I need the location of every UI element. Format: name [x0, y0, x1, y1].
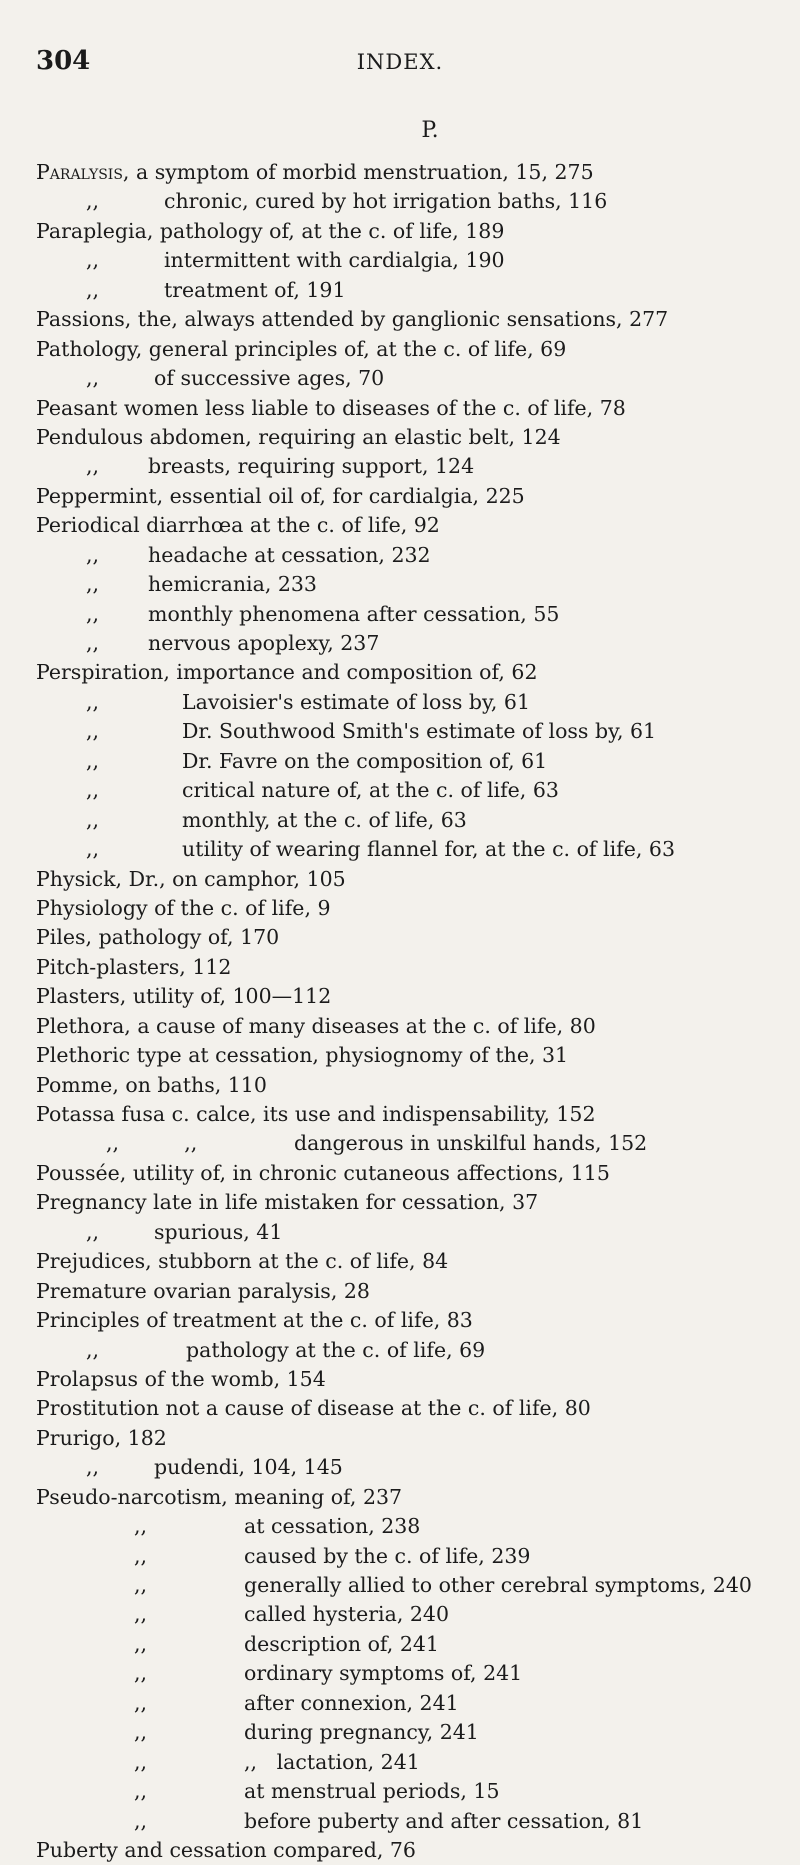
- index-subentry-text: hemicrania, 233: [148, 572, 317, 597]
- index-entry: [36, 1306, 776, 1335]
- index-entry: [36, 1100, 776, 1129]
- index-entry: [36, 570, 776, 599]
- ditto-mark: ,,: [134, 1661, 148, 1686]
- ditto-mark: ,,: [86, 631, 100, 655]
- index-subentry-text: breasts, requiring support, 124: [148, 454, 475, 479]
- index-entry-text: Pseudo-narcotism, meaning of, 237: [36, 1484, 403, 1509]
- index-entry: [36, 1777, 776, 1806]
- index-entry-text: Pregnancy late in life mistaken for cessation, 37: [36, 1190, 539, 1215]
- index-entry-text: Premature ovarian paralysis, 28: [36, 1278, 370, 1303]
- index-entry: [36, 1718, 776, 1747]
- ditto-mark: ,, ,,: [106, 1131, 198, 1156]
- index-entry-text: Peppermint, essential oil of, for cardialgia, 225: [36, 483, 525, 508]
- index-entry: [36, 1159, 776, 1188]
- ditto-mark: ,,: [134, 1690, 148, 1715]
- index-subentry-text: dangerous in unskilful hands, 152: [294, 1131, 648, 1156]
- ditto-mark: ,,: [86, 454, 100, 479]
- index-entry: [36, 1807, 776, 1836]
- ditto-mark: ,,: [86, 1219, 100, 1244]
- index-subentry-text: called hysteria, 240: [244, 1602, 449, 1627]
- index-subentry-text: pathology at the c. of life, 69: [186, 1337, 486, 1362]
- ditto-mark: ,,: [86, 572, 100, 597]
- index-entry: [36, 217, 776, 246]
- index-entry: [36, 335, 776, 364]
- index-entry-text: Potassa fusa c. calce, its use and indispensability, 152: [36, 1102, 596, 1126]
- index-entry: [36, 1424, 776, 1453]
- index-subentry-text: monthly phenomena after cessation, 55: [148, 601, 560, 626]
- index-entry: [36, 776, 776, 805]
- index-subentry-text: generally allied to other cerebral symptoms, 240: [244, 1573, 752, 1597]
- index-subentry-text: at cessation, 238: [244, 1514, 421, 1539]
- index-entry: [36, 1071, 776, 1100]
- ditto-mark: ,,: [86, 366, 100, 391]
- page-number: 304: [36, 46, 91, 76]
- index-entry: [36, 276, 776, 305]
- index-entry: [36, 1748, 776, 1777]
- index-entry-text: Pathology, general principles of, at the c. of life, 69: [36, 336, 567, 361]
- index-subentry-text: monthly, at the c. of life, 63: [182, 807, 467, 832]
- index-entry-text: Prolapsus of the womb, 154: [36, 1366, 326, 1391]
- index-subentry-text: treatment of, 191: [164, 277, 346, 302]
- index-entry-text: Paralysis, a symptom of morbid menstruation, 15, 275: [36, 160, 594, 184]
- index-entry: [36, 982, 776, 1011]
- ditto-mark: ,,: [134, 1514, 148, 1539]
- ditto-mark: ,,: [86, 689, 100, 714]
- index-subentry-text: ordinary symptoms of, 241: [244, 1661, 523, 1686]
- index-entry: [36, 1630, 776, 1659]
- ditto-mark: ,,: [86, 778, 100, 803]
- index-entry: [36, 835, 776, 864]
- index-entry: [36, 629, 776, 658]
- index-entry-text: Prejudices, stubborn at the c. of life, 84: [36, 1249, 449, 1274]
- index-entry: [36, 158, 776, 187]
- index-subentry-text: during pregnancy, 241: [244, 1720, 479, 1745]
- index-subentry-text: critical nature of, at the c. of life, 63: [182, 778, 559, 803]
- ditto-mark: ,,: [86, 248, 100, 273]
- index-subentry-text: pudendi, 104, 145: [154, 1455, 343, 1480]
- index-entry: [36, 688, 776, 717]
- ditto-mark: ,,: [134, 1720, 148, 1745]
- ditto-mark: ,,: [134, 1573, 148, 1597]
- index-entry: [36, 1659, 776, 1688]
- index-entry: [36, 541, 776, 570]
- section-letter: P.: [421, 118, 439, 143]
- index-entry-text: Principles of treatment at the c. of life, 83: [36, 1308, 473, 1333]
- index-entry-text: Physiology of the c. of life, 9: [36, 895, 331, 920]
- ditto-mark: ,,: [86, 542, 100, 567]
- index-entry: [36, 806, 776, 835]
- index-entry: [36, 511, 776, 540]
- index-subentry-text: Lavoisier's estimate of loss by, 61: [182, 689, 530, 714]
- index-entry: [36, 1836, 776, 1865]
- ditto-mark: ,,: [134, 1749, 148, 1774]
- index-entry-text: Plethora, a cause of many diseases at the c. of life, 80: [36, 1013, 596, 1038]
- index-entry: [36, 953, 776, 982]
- index-subentry-text: before puberty and after cessation, 81: [244, 1808, 644, 1833]
- index-entry-text: Pomme, on baths, 110: [36, 1072, 267, 1097]
- index-entry: [36, 1277, 776, 1306]
- index-entry: [36, 1218, 776, 1247]
- ditto-mark: ,,: [86, 601, 100, 626]
- index-entry: [36, 1483, 776, 1512]
- index-subentry-text: of successive ages, 70: [154, 366, 385, 391]
- index-entry-text: Pitch-plasters, 112: [36, 954, 232, 979]
- ditto-mark: ,,: [134, 1631, 148, 1656]
- ditto-mark: ,,: [134, 1779, 148, 1804]
- index-subentry-text: chronic, cured by hot irrigation baths, 116: [164, 189, 608, 214]
- index-entry: [36, 1512, 776, 1541]
- ditto-mark: ,,: [86, 807, 100, 832]
- index-entry-text: Plethoric type at cessation, physiognomy of the, 31: [36, 1043, 569, 1068]
- index-subentry-text: headache at cessation, 232: [148, 542, 431, 567]
- index-entry-text: Poussée, utility of, in chronic cutaneous affections, 115: [36, 1160, 610, 1185]
- ditto-mark: ,,: [86, 189, 100, 214]
- index-subentry-text: Dr. Southwood Smith's estimate of loss by, 61: [182, 719, 657, 744]
- index-entry-text: Periodical diarrhœa at the c. of life, 92: [36, 513, 440, 538]
- index-entry: [36, 246, 776, 275]
- index-subentry-text: at menstrual periods, 15: [244, 1779, 500, 1804]
- page-header: [36, 46, 764, 80]
- index-entry: [36, 747, 776, 776]
- index-entry: [36, 423, 776, 452]
- index-entry: [36, 1600, 776, 1629]
- index-entry-text: Puberty and cessation compared, 76: [36, 1837, 416, 1862]
- index-subentry-text: ,, lactation, 241: [244, 1749, 420, 1774]
- index-entry: [36, 305, 776, 334]
- index-entry-text: Plasters, utility of, 100—112: [36, 984, 332, 1009]
- ditto-mark: ,,: [86, 277, 100, 302]
- index-entry: [36, 894, 776, 923]
- index-entry: [36, 600, 776, 629]
- index-subentry-text: utility of wearing flannel for, at the c. of life, 63: [182, 837, 675, 862]
- index-subentry-text: intermittent with cardialgia, 190: [164, 248, 505, 273]
- index-entry: [36, 923, 776, 952]
- index-entry: [36, 1041, 776, 1070]
- index-entry: [36, 1689, 776, 1718]
- index-entry: [36, 1394, 776, 1423]
- index-entry-text: Pendulous abdomen, requiring an elastic belt, 124: [36, 424, 561, 449]
- index-entry: [36, 658, 776, 687]
- index-entry-text: Peasant women less liable to diseases of the c. of life, 78: [36, 395, 626, 420]
- index-entry: [36, 865, 776, 894]
- index-subentry-text: description of, 241: [244, 1631, 439, 1656]
- index-entry-text: Passions, the, always attended by ganglionic sensations, 277: [36, 307, 669, 332]
- index-entry-text: Paraplegia, pathology of, at the c. of life, 189: [36, 218, 505, 243]
- running-head: INDEX.: [356, 50, 444, 74]
- index-subentry-text: after connexion, 241: [244, 1690, 459, 1715]
- index-entry: [36, 1542, 776, 1571]
- index-entry: [36, 1365, 776, 1394]
- index-entries: [36, 158, 776, 1865]
- index-subentry-text: Dr. Favre on the composition of, 61: [182, 748, 548, 773]
- index-entry: [36, 1571, 776, 1600]
- ditto-mark: ,,: [134, 1543, 148, 1568]
- index-subentry-text: nervous apoplexy, 237: [148, 631, 380, 655]
- index-entry: [36, 187, 776, 216]
- ditto-mark: ,,: [86, 1337, 100, 1362]
- ditto-mark: ,,: [86, 1455, 100, 1480]
- index-entry: [36, 1129, 776, 1158]
- ditto-mark: ,,: [86, 837, 100, 862]
- index-entry: [36, 717, 776, 746]
- ditto-mark: ,,: [134, 1602, 148, 1627]
- index-entry: [36, 452, 776, 481]
- ditto-mark: ,,: [134, 1808, 148, 1833]
- index-entry-text: Perspiration, importance and composition of, 62: [36, 660, 538, 685]
- index-entry-text: Physick, Dr., on camphor, 105: [36, 866, 346, 891]
- index-entry: [36, 1247, 776, 1276]
- index-entry: [36, 364, 776, 393]
- index-entry: [36, 394, 776, 423]
- index-entry-text: Piles, pathology of, 170: [36, 925, 280, 950]
- index-entry: [36, 1012, 776, 1041]
- ditto-mark: ,,: [86, 748, 100, 773]
- index-entry: [36, 482, 776, 511]
- index-entry-text: Prurigo, 182: [36, 1425, 167, 1450]
- ditto-mark: ,,: [86, 719, 100, 744]
- index-entry: [36, 1453, 776, 1482]
- index-subentry-text: spurious, 41: [154, 1219, 283, 1244]
- index-entry-text: Prostitution not a cause of disease at the c. of life, 80: [36, 1396, 591, 1421]
- index-entry: [36, 1188, 776, 1217]
- index-subentry-text: caused by the c. of life, 239: [244, 1543, 531, 1568]
- index-entry: [36, 1336, 776, 1365]
